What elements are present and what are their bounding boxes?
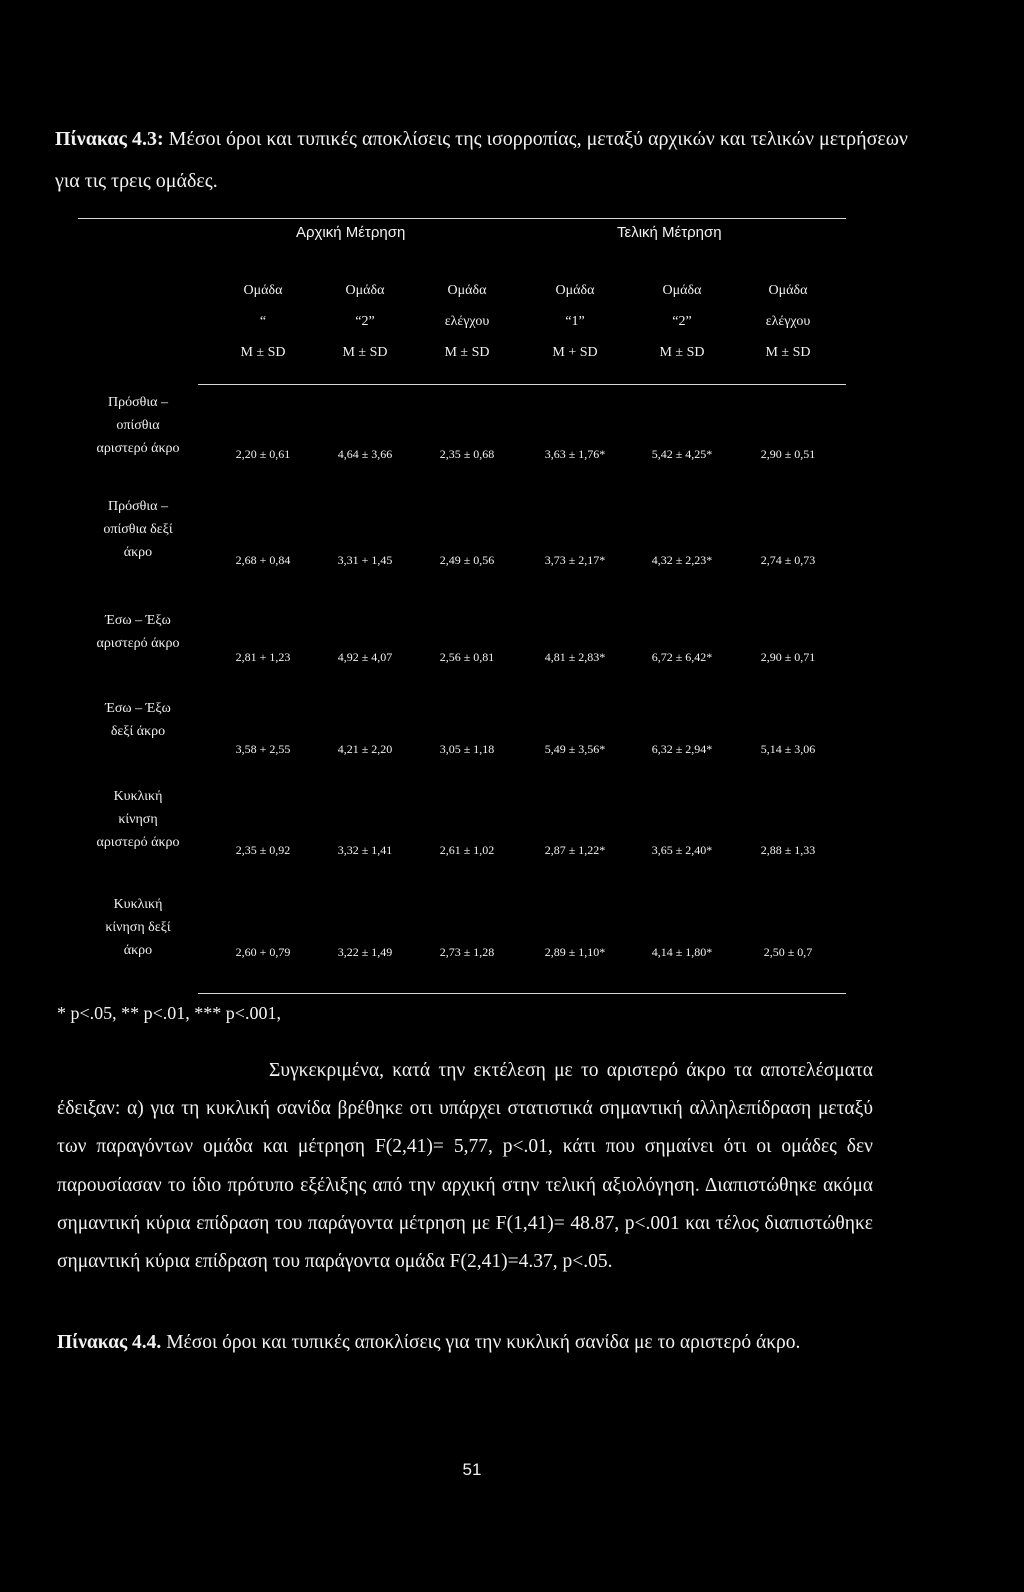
table-cell: 4,81 ± 2,83* bbox=[544, 650, 606, 664]
column-header-2-line1: Ομάδα bbox=[345, 283, 385, 298]
row-label-line: αριστερό άκρο bbox=[96, 636, 180, 651]
page-number: 51 bbox=[462, 1460, 482, 1479]
table-cell: 3,63 ± 1,76* bbox=[544, 447, 606, 461]
table-cell: 2,90 ± 0,71 bbox=[760, 650, 816, 664]
table-cell: 2,73 ± 1,28 bbox=[439, 945, 495, 959]
body-paragraph: Συγκεκριμένα, κατά την εκτέλεση με το αριστερό άκρο τα αποτελέσματα έδειξαν: α) για τη κυκλική σανίδα βρέθηκε οτι υπάρχει στατιστικά σημαντική αλληλεπίδραση μεταξύ των παραγόντων ομάδα και μέτρηση F(2,41)= 5,77, p<.01, κάτι που σημαίνει ότι οι ομάδες δεν παρουσίασαν το ίδιο πρότυπο εξέλιξης από την αρχική στην τελική αξιολόγηση. Διαπιστώθηκε ακόμα σημαντική κύρια επίδραση του παράγοντα μέτρηση με F(1,41)= 48.87, p<.001 και τέλος διαπιστώθηκε σημαντική κύρια επίδραση του παράγοντα ομάδα F(2,41)=4.37, p<.05. bbox=[57, 1060, 873, 1273]
row-label bbox=[78, 495, 198, 564]
row-label bbox=[78, 609, 198, 655]
row-label-line: αριστερό άκρο bbox=[96, 835, 180, 850]
table-cell: 2,60 + 0,79 bbox=[235, 945, 291, 959]
column-header-3-line2: ελέγχου bbox=[444, 314, 490, 329]
row-label-line: οπίσθια bbox=[116, 418, 160, 433]
column-header-2-line2: “2” bbox=[355, 314, 375, 329]
table-cell: 2,74 ± 0,73 bbox=[760, 553, 816, 567]
table-cell: 3,73 ± 2,17* bbox=[544, 553, 606, 567]
table-cell: 4,14 ± 1,80* bbox=[651, 945, 713, 959]
table-caption-text: Μέσοι όροι και τυπικές αποκλίσεις της ισορροπίας, μεταξύ αρχικών και τελικών μετρήσεων για τις τρεις ομάδες. bbox=[55, 128, 908, 192]
table-cell: 3,31 + 1,45 bbox=[337, 553, 393, 567]
table-caption-label: Πίνακας 4.3: bbox=[55, 128, 164, 150]
row-label-line: άκρο bbox=[123, 943, 153, 958]
table-cell: 4,64 ± 3,66 bbox=[337, 447, 393, 461]
row-label bbox=[78, 785, 198, 854]
column-header-1-line3: M ± SD bbox=[240, 345, 286, 360]
column-header-3-line1: Ομάδα bbox=[447, 283, 487, 298]
table-cell: 2,81 + 1,23 bbox=[235, 650, 291, 664]
row-label-line: δεξί άκρο bbox=[110, 724, 166, 739]
column-header-5-line2: “2” bbox=[672, 314, 692, 329]
row-label-line: Κυκλική bbox=[113, 789, 163, 804]
row-label-line: αριστερό άκρο bbox=[96, 441, 180, 456]
table-cell: 2,89 ± 1,10* bbox=[544, 945, 606, 959]
table-cell: 2,88 ± 1,33 bbox=[760, 843, 816, 857]
table-cell: 2,87 ± 1,22* bbox=[544, 843, 606, 857]
column-header-6-line2: ελέγχου bbox=[765, 314, 811, 329]
table-caption-2-label: Πίνακας 4.4. bbox=[57, 1332, 162, 1353]
column-header-4-line1: Ομάδα bbox=[555, 283, 595, 298]
column-header-6-line1: Ομάδα bbox=[768, 283, 808, 298]
group-header-final: Τελική Μέτρηση bbox=[617, 224, 722, 241]
table-cell: 4,21 ± 2,20 bbox=[337, 742, 393, 756]
table-cell: 5,14 ± 3,06 bbox=[760, 742, 816, 756]
table-cell: 3,05 ± 1,18 bbox=[439, 742, 495, 756]
table-cell: 4,32 ± 2,23* bbox=[651, 553, 713, 567]
table-cell: 3,58 + 2,55 bbox=[235, 742, 291, 756]
column-header-5-line1: Ομάδα bbox=[662, 283, 702, 298]
table-cell: 2,56 ± 0,81 bbox=[439, 650, 495, 664]
column-header-2-line3: M ± SD bbox=[342, 345, 388, 360]
table-cell: 6,72 ± 6,42* bbox=[651, 650, 713, 664]
table-cell: 2,50 ± 0,7 bbox=[763, 945, 813, 959]
row-label-line: κίνηση δεξί bbox=[105, 920, 171, 935]
table-cell: 3,65 ± 2,40* bbox=[651, 843, 713, 857]
table-bottom-rule bbox=[198, 993, 846, 994]
row-label-line: κίνηση bbox=[118, 812, 158, 827]
table-cell: 4,92 ± 4,07 bbox=[337, 650, 393, 664]
table-cell: 2,90 ± 0,51 bbox=[760, 447, 816, 461]
row-label-line: άκρο bbox=[123, 545, 153, 560]
column-header-6-line3: M ± SD bbox=[765, 345, 811, 360]
table-footnote: * p<.05, ** p<.01, *** p<.001, bbox=[57, 1003, 281, 1023]
table-caption-2-text: Μέσοι όροι και τυπικές αποκλίσεις για την κυκλική σανίδα με το αριστερό άκρο. bbox=[161, 1332, 801, 1353]
row-label-line: Έσω – Έξω bbox=[105, 701, 171, 716]
table-cell: 5,49 ± 3,56* bbox=[544, 742, 606, 756]
table-cell: 2,35 ± 0,92 bbox=[235, 843, 291, 857]
row-label-line: Έσω – Έξω bbox=[105, 613, 171, 628]
table-cell: 2,49 ± 0,56 bbox=[439, 553, 495, 567]
table-cell: 5,42 ± 4,25* bbox=[651, 447, 713, 461]
row-label bbox=[78, 697, 198, 743]
row-label-line: Πρόσθια – bbox=[108, 395, 168, 410]
row-label bbox=[78, 391, 198, 460]
table-caption bbox=[55, 118, 915, 202]
table-caption-2 bbox=[57, 1320, 873, 1366]
row-label-line: οπίσθια δεξί bbox=[103, 522, 173, 537]
column-header-4-line2: “1” bbox=[565, 314, 585, 329]
column-header-1-line2: “ bbox=[259, 314, 267, 329]
table-header-rule bbox=[198, 384, 846, 385]
table-cell: 2,61 ± 1,02 bbox=[439, 843, 495, 857]
table-top-rule bbox=[78, 218, 846, 219]
table-cell: 3,32 ± 1,41 bbox=[337, 843, 393, 857]
table-cell: 2,20 ± 0,61 bbox=[235, 447, 291, 461]
column-header-5-line3: M ± SD bbox=[659, 345, 705, 360]
table-cell: 2,68 + 0,84 bbox=[235, 553, 291, 567]
column-header-3-line3: M ± SD bbox=[444, 345, 490, 360]
row-label-line: Πρόσθια – bbox=[108, 499, 168, 514]
table-cell: 6,32 ± 2,94* bbox=[651, 742, 713, 756]
row-label bbox=[78, 893, 198, 962]
table-cell: 3,22 ± 1,49 bbox=[337, 945, 393, 959]
table-cell: 2,35 ± 0,68 bbox=[439, 447, 495, 461]
row-label-line: Κυκλική bbox=[113, 897, 163, 912]
column-header-1-line1: Ομάδα bbox=[243, 283, 283, 298]
group-header-initial: Αρχική Μέτρηση bbox=[296, 224, 406, 241]
column-header-4-line3: M + SD bbox=[552, 345, 598, 360]
